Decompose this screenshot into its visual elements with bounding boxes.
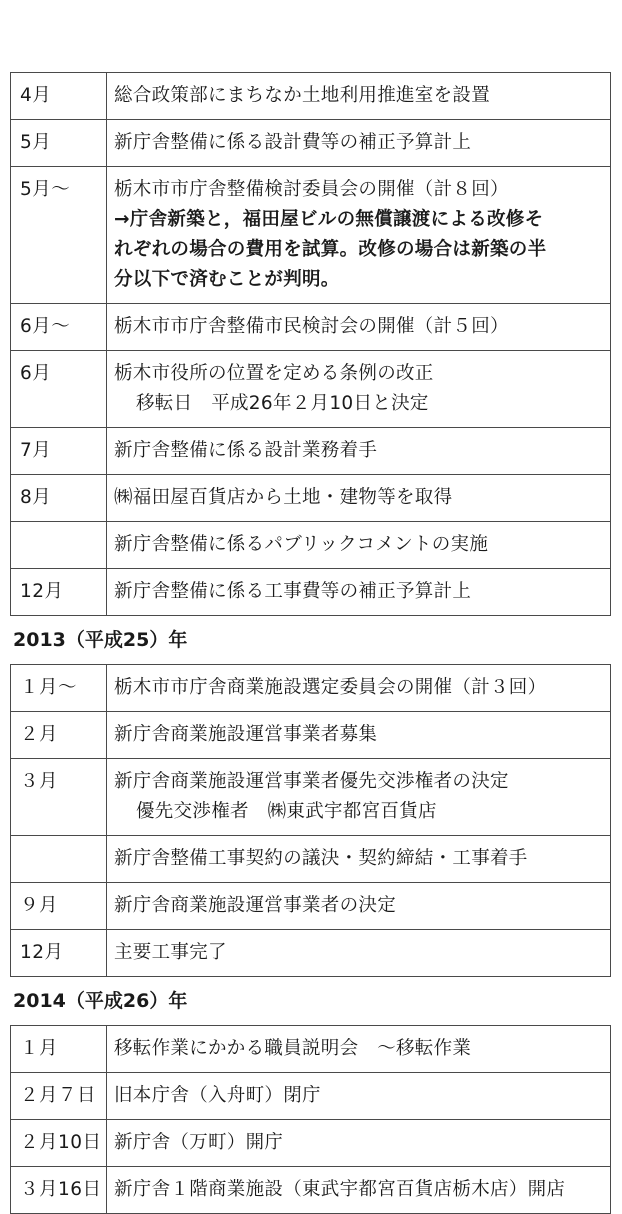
- timeline-row: [11, 1073, 611, 1120]
- month-cell: 12月: [11, 569, 107, 616]
- timeline-row: [11, 569, 611, 616]
- event-cell: [107, 351, 611, 428]
- event-text: 新庁舎整備工事契約の議決・契約締結・工事着手: [114, 848, 528, 869]
- event-cell: [107, 304, 611, 351]
- timeline-row: [11, 930, 611, 977]
- event-text: 新庁舎整備に係る設計費等の補正予算計上: [114, 132, 472, 153]
- month-cell: ２月７日: [11, 1073, 107, 1120]
- month-cell: １月: [11, 1026, 107, 1073]
- event-cell: [107, 930, 611, 977]
- timeline-row: [11, 759, 611, 836]
- timeline-row: [11, 428, 611, 475]
- timeline-row: [11, 1026, 611, 1073]
- event-text: 新庁舎商業施設運営事業者優先交渉権者の決定: [114, 771, 509, 792]
- event-text: 新庁舎整備に係るパブリックコメントの実施: [114, 534, 489, 555]
- timeline-table: [10, 1025, 611, 1214]
- month-cell: ３月16日: [11, 1167, 107, 1214]
- event-cell: [107, 1167, 611, 1214]
- event-text: 新庁舎（万町）開庁: [114, 1132, 284, 1153]
- timeline-row: [11, 522, 611, 569]
- month-cell: [11, 836, 107, 883]
- event-cell: [107, 167, 611, 304]
- event-detail: 優先交渉権者 ㈱東武宇都宮百貨店: [136, 801, 437, 822]
- event-text: 新庁舎１階商業施設（東武宇都宮百貨店栃木店）開店: [114, 1179, 566, 1200]
- event-cell: [107, 883, 611, 930]
- timeline-row: [11, 120, 611, 167]
- event-note: 分以下で済むことが判明。: [114, 269, 340, 290]
- timeline-table: [10, 664, 611, 977]
- event-detail: 移転日 平成26年２月10日と決定: [136, 393, 429, 414]
- event-text: 栃木市役所の位置を定める条例の改正: [114, 363, 434, 384]
- event-cell: [107, 759, 611, 836]
- timeline-row: [11, 167, 611, 304]
- timeline-document: [10, 72, 611, 1214]
- month-cell: １月～: [11, 665, 107, 712]
- month-cell: 5月: [11, 120, 107, 167]
- timeline-row: [11, 1120, 611, 1167]
- event-cell: [107, 428, 611, 475]
- event-note: →庁舎新築と，福田屋ビルの無償譲渡による改修そ: [114, 209, 544, 230]
- event-cell: [107, 712, 611, 759]
- timeline-row: [11, 304, 611, 351]
- month-cell: 8月: [11, 475, 107, 522]
- timeline-row: [11, 836, 611, 883]
- event-cell: [107, 522, 611, 569]
- timeline-row: [11, 1167, 611, 1214]
- event-text: 新庁舎整備に係る工事費等の補正予算計上: [114, 581, 472, 602]
- event-cell: [107, 1120, 611, 1167]
- event-text: 新庁舎整備に係る設計業務着手: [114, 440, 378, 461]
- month-cell: 7月: [11, 428, 107, 475]
- month-cell: 6月: [11, 351, 107, 428]
- timeline-row: [11, 712, 611, 759]
- event-text: ㈱福田屋百貨店から土地・建物等を取得: [114, 487, 453, 508]
- event-text: 総合政策部にまちなか土地利用推進室を設置: [114, 85, 491, 106]
- event-cell: [107, 1073, 611, 1120]
- year-heading: 2014（平成26）年: [13, 990, 188, 1012]
- event-note: れぞれの場合の費用を試算。改修の場合は新築の半: [114, 239, 547, 260]
- event-cell: [107, 665, 611, 712]
- event-cell: [107, 1026, 611, 1073]
- event-cell: [107, 475, 611, 522]
- timeline-row: [11, 665, 611, 712]
- event-text: 栃木市市庁舎整備市民検討会の開催（計５回）: [114, 316, 509, 337]
- event-text: 主要工事完了: [114, 942, 227, 963]
- month-cell: 5月～: [11, 167, 107, 304]
- event-text: 新庁舎商業施設運営事業者の決定: [114, 895, 397, 916]
- event-text: 栃木市市庁舎商業施設選定委員会の開催（計３回）: [114, 677, 547, 698]
- event-cell: [107, 120, 611, 167]
- event-text: 旧本庁舎（入舟町）閉庁: [114, 1085, 321, 1106]
- timeline-row: [11, 351, 611, 428]
- month-cell: ２月: [11, 712, 107, 759]
- month-cell: [11, 522, 107, 569]
- event-text: 移転作業にかかる職員説明会 ～移転作業: [114, 1038, 472, 1059]
- timeline-row: [11, 475, 611, 522]
- event-cell: [107, 569, 611, 616]
- month-cell: ３月: [11, 759, 107, 836]
- month-cell: ９月: [11, 883, 107, 930]
- timeline-row: [11, 73, 611, 120]
- year-heading: 2013（平成25）年: [13, 629, 188, 651]
- month-cell: ２月10日: [11, 1120, 107, 1167]
- event-cell: [107, 73, 611, 120]
- timeline-row: [11, 883, 611, 930]
- month-cell: 12月: [11, 930, 107, 977]
- month-cell: 4月: [11, 73, 107, 120]
- month-cell: 6月～: [11, 304, 107, 351]
- event-cell: [107, 836, 611, 883]
- timeline-table: [10, 72, 611, 616]
- event-text: 新庁舎商業施設運営事業者募集: [114, 724, 378, 745]
- event-text: 栃木市市庁舎整備検討委員会の開催（計８回）: [114, 179, 509, 200]
